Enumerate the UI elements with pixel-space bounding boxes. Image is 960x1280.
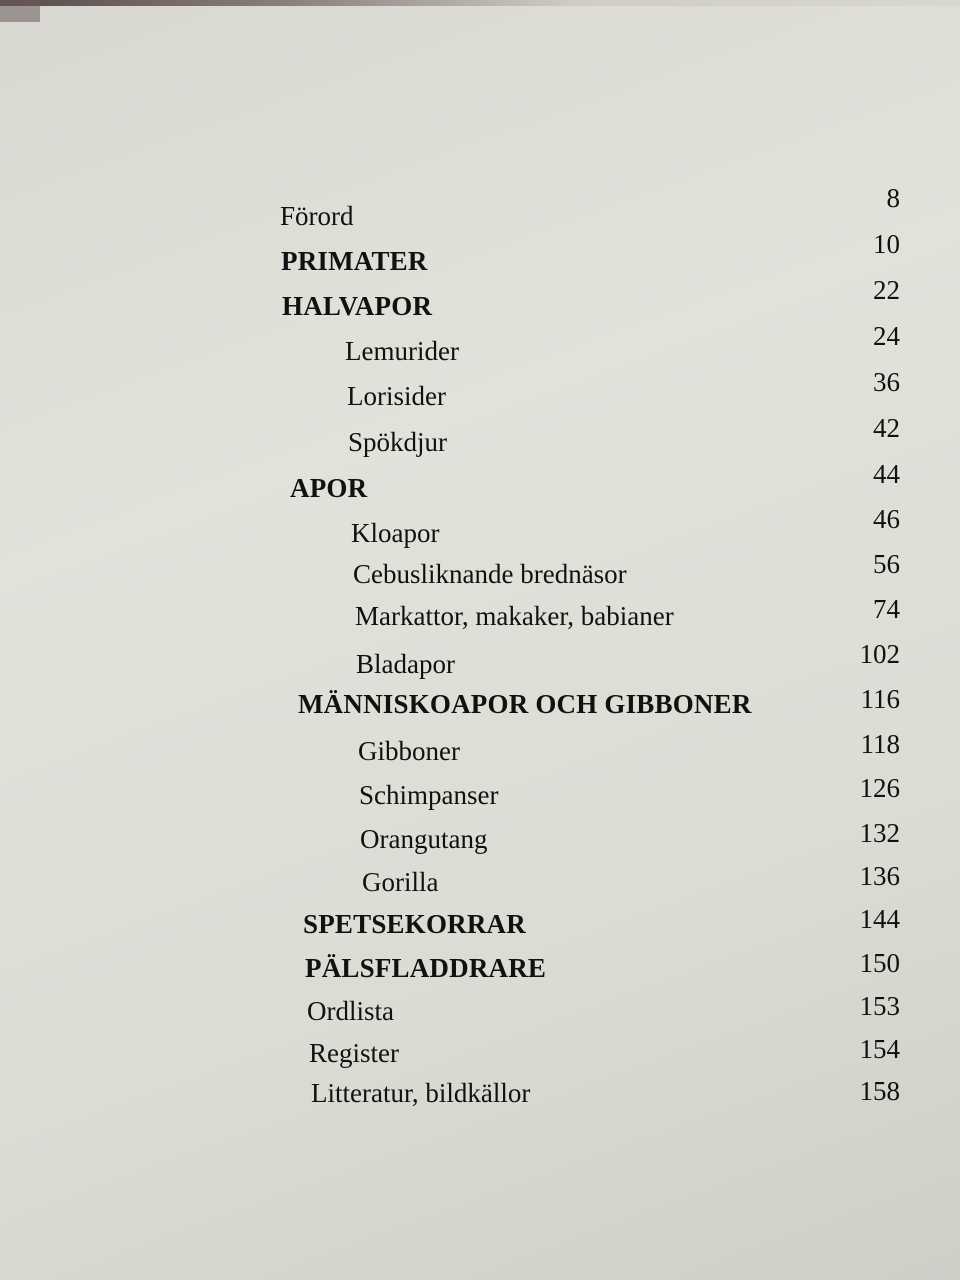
toc-page-number: 56 [873, 549, 900, 579]
toc-page-number: 158 [859, 1076, 900, 1106]
toc-chapter-title: Lorisider [347, 381, 446, 411]
toc-chapter-title: Ordlista [307, 996, 394, 1026]
toc-section-title: MÄNNISKOAPOR OCH GIBBONER [298, 689, 752, 719]
toc-chapter-title: Litteratur, bildkällor [311, 1078, 531, 1108]
toc-chapter-title: Kloapor [351, 518, 440, 548]
toc-section-title: APOR [290, 473, 368, 503]
toc-page-number: 153 [859, 991, 900, 1021]
toc-page-number: 44 [873, 459, 900, 489]
toc-section-title: HALVAPOR [282, 291, 433, 321]
toc-page-number: 8 [886, 183, 900, 213]
toc-page-number: 74 [873, 594, 900, 624]
toc-page-number: 116 [860, 684, 900, 714]
toc-page-number: 144 [859, 904, 900, 934]
toc-page-number: 22 [873, 275, 900, 305]
toc-page-number: 154 [859, 1034, 900, 1064]
toc-chapter-title: Spökdjur [348, 427, 448, 457]
toc-chapter-title: Lemurider [345, 336, 459, 366]
toc-chapter-title: Markattor, makaker, babianer [355, 601, 674, 631]
toc-chapter-title: Bladapor [356, 649, 455, 679]
toc-chapter-title: Schimpanser [359, 780, 499, 810]
toc-page-number: 102 [859, 639, 900, 669]
toc-chapter-title: Orangutang [360, 824, 488, 854]
toc-section-title: PÄLSFLADDRARE [305, 953, 547, 983]
toc-section-title: PRIMATER [281, 246, 428, 276]
toc-page-number: 136 [859, 861, 900, 891]
toc-section-title: SPETSEKORRAR [303, 909, 526, 939]
toc-page-number: 42 [873, 413, 900, 443]
toc-chapter-title: Gorilla [362, 867, 439, 897]
toc-page-number: 46 [873, 504, 900, 534]
toc-chapter-title: Cebusliknande brednäsor [353, 559, 627, 589]
toc-page-number: 118 [860, 729, 900, 759]
toc-page-number: 126 [859, 773, 900, 803]
toc-page-number: 10 [873, 229, 900, 259]
toc-page-number: 24 [873, 321, 900, 351]
toc-chapter-title: Gibboner [358, 736, 460, 766]
toc-page-number: 150 [859, 948, 900, 978]
toc-chapter-title: Register [309, 1038, 399, 1068]
toc-page-number: 36 [873, 367, 900, 397]
toc-chapter-title: Förord [280, 201, 354, 231]
toc-page-number: 132 [859, 818, 900, 848]
